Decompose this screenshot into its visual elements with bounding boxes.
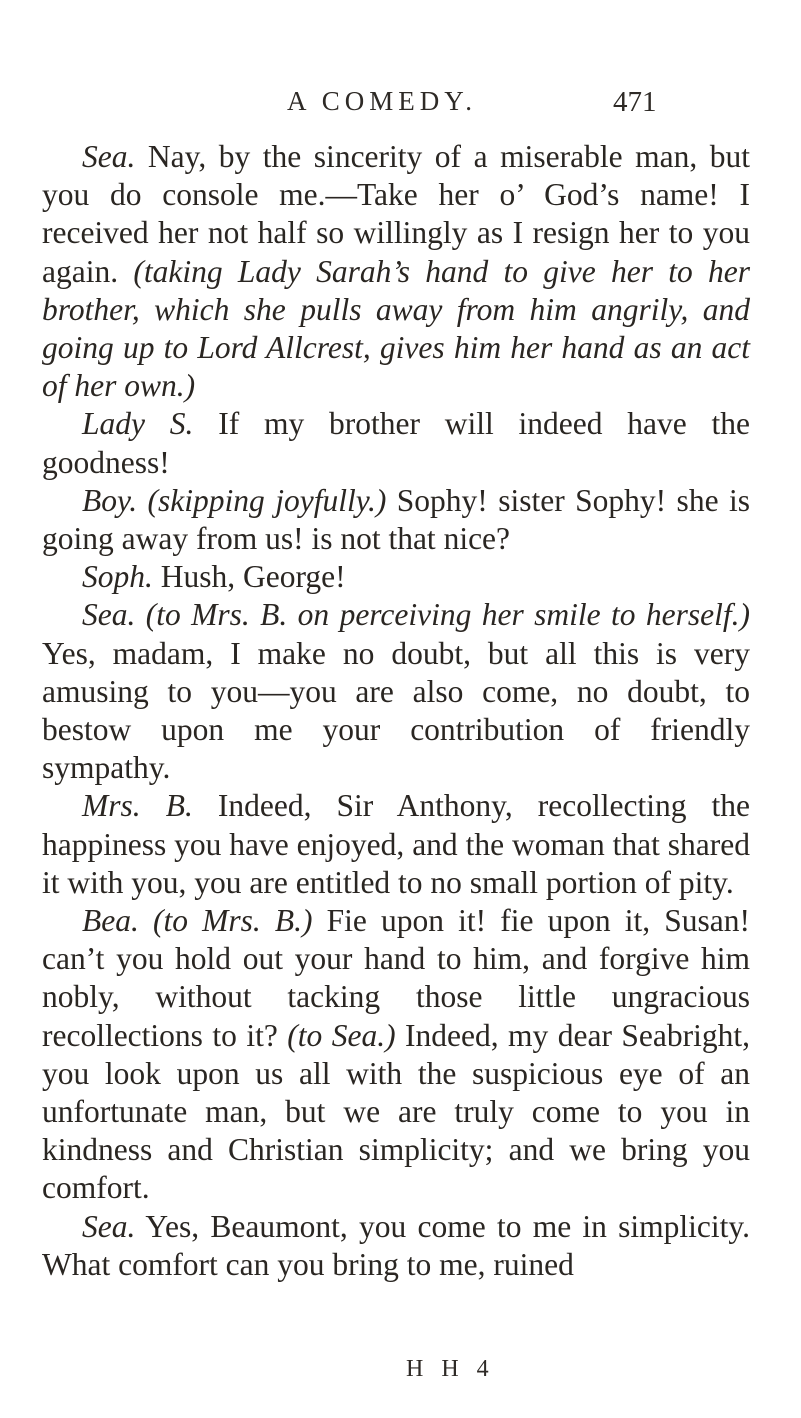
page-number: 471 (613, 86, 657, 118)
speaker-name: Sea. (82, 597, 136, 633)
speech-seabright-1 (42, 138, 750, 405)
running-title: A COMEDY. (287, 86, 478, 116)
speaker-name: Lady S. (82, 406, 194, 442)
speech-mrs-beaumont (42, 787, 750, 902)
stage-direction: (to Mrs. B.) (138, 903, 313, 939)
speaker-name: Sea. (82, 1208, 136, 1244)
speech-text: Yes, Beaumont, you come to me in simplicity. What comfort can you bring to me, ruined (42, 1208, 750, 1282)
speaker-name: Sea. (82, 139, 136, 174)
speech-lady-sarah (42, 405, 750, 481)
speech-text: Indeed, my dear Seabright, you look upon us all with the suspicious eye of an unfortunate man, but we are truly come to you in kindness and Christian simplicity; and we bring you comfort. (42, 1017, 750, 1206)
speech-text: Hush, George! (152, 559, 346, 595)
speech-text: Indeed, Sir Anthony, recollecting the happiness you have enjoyed, and the woman that shared it with you, you are entitled to no small portion of pity. (42, 788, 750, 900)
signature-mark: H H 4 (406, 1356, 495, 1382)
running-head (0, 86, 801, 126)
speech-text: Sophy! sister Sophy! she is going away from us! is not that nice? (42, 482, 750, 557)
speech-text: Yes, madam, I make no doubt, but all this is very amusing to you—you are also come, no doubt, to bestow upon me your contribution of friendly sympathy. (42, 635, 750, 786)
play-text (42, 138, 750, 1284)
speaker-name: Mrs. B. (82, 788, 193, 824)
speech-seabright-3 (42, 1208, 750, 1284)
speaker-name: Boy. (82, 482, 138, 518)
stage-direction: (to Sea.) (287, 1017, 396, 1053)
speech-beaumont (42, 902, 750, 1208)
speech-text: Nay, by the sincerity of a miserable man, but you do console me.—Take her o’ God’s name! I received her not half so willingly as I resign her to you again. (42, 139, 750, 289)
speech-text: If my brother will indeed have the goodness! (42, 406, 751, 480)
stage-direction: (to Mrs. B. on perceiving her smile to herself.) (135, 597, 750, 633)
speaker-name: Bea. (82, 903, 139, 939)
speaker-name: Soph. (82, 559, 153, 595)
stage-direction: (skipping joyfully.) (137, 482, 387, 518)
stage-direction: (taking Lady Sarah’s hand to give her to her brother, which she pulls away from him angrily, and going up to Lord Allcrest, gives him her hand as an act of her own.) (42, 253, 750, 404)
speech-seabright-2 (42, 596, 750, 787)
speech-sophy (42, 558, 750, 596)
speech-text: Fie upon it! fie upon it, Susan! can’t you hold out your hand to him, and forgive him nobly, without tacking those little ungracious recollections to it? (42, 903, 750, 1053)
speech-boy (42, 482, 750, 558)
